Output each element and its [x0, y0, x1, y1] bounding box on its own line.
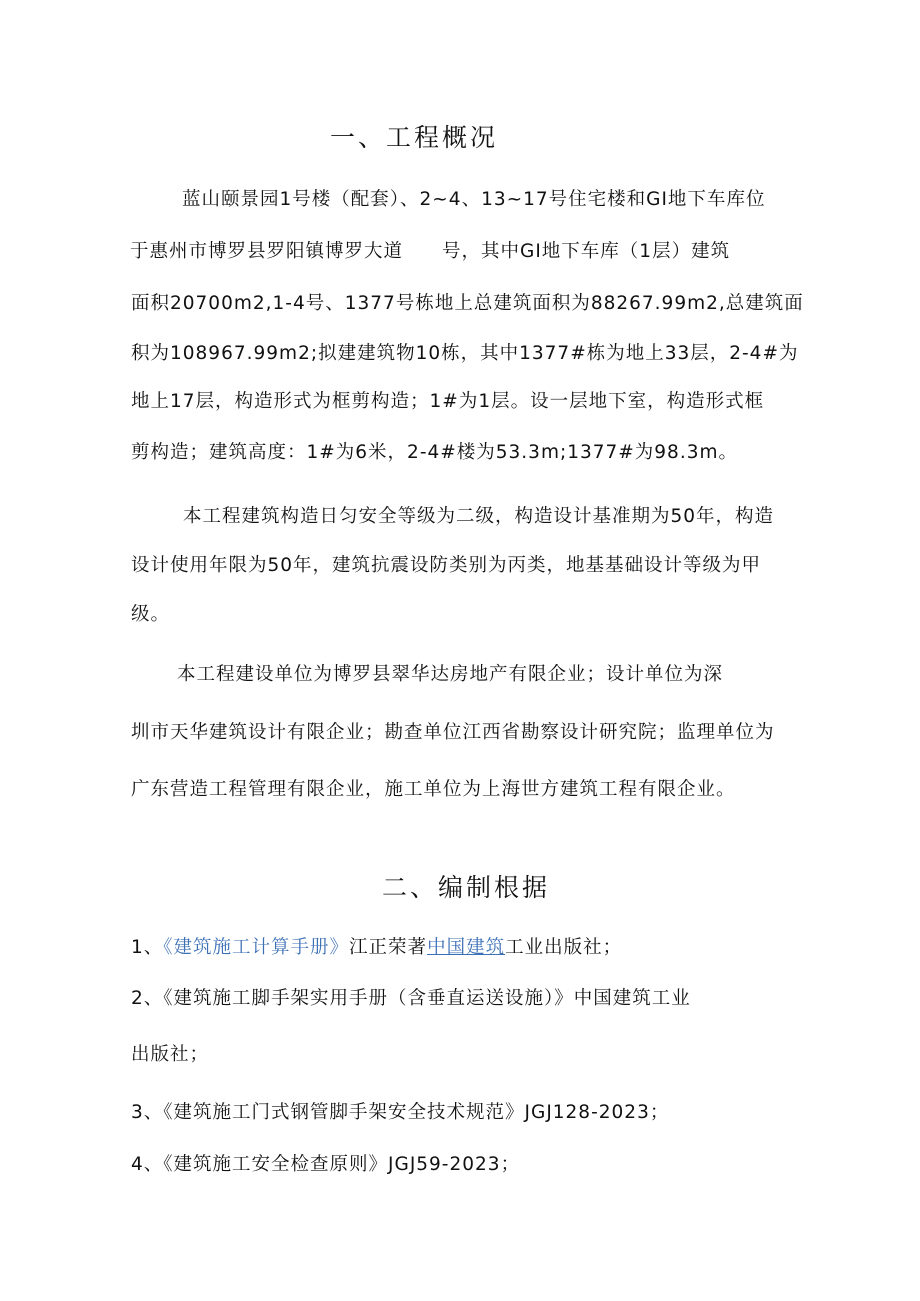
- paragraph-1-line: 地上17层，构造形式为框剪构造；1#为1层。设一层地下室，构造形式框: [131, 391, 765, 412]
- reference-publisher-rest: 工业出版社；: [505, 937, 623, 958]
- reference-book-title: 《建筑施工计算手册》: [163, 937, 350, 958]
- section-2-heading: 二、编制根据: [382, 873, 551, 902]
- paragraph-2-line: 设计使用年限为50年，建筑抗震设防类别为丙类，地基基础设计等级为甲: [131, 555, 762, 576]
- paragraph-1-line: 于惠州市博罗县罗阳镇博罗大道 号，其中GI地下车库（1层）建筑: [130, 241, 731, 262]
- reference-author: 江正荣著: [349, 937, 428, 958]
- paragraph-1-line: 剪构造；建筑高度：1#为6米，2-4#楼为53.3m;1377#为98.3m。: [131, 442, 739, 463]
- paragraph-1-line: 蓝山颐景园1号楼（配套）、2~4、13~17号住宅楼和GI地下车库位: [182, 189, 766, 210]
- reference-item-1: [131, 933, 622, 959]
- paragraph-2-line: 级。: [131, 604, 171, 625]
- reference-item-2-continued: 出版社；: [131, 1044, 210, 1065]
- paragraph-2-line: 本工程建筑构造日匀安全等级为二级，构造设计基准期为50年，构造: [183, 506, 775, 527]
- paragraph-3-line: 广东营造工程管理有限企业，施工单位为上海世方建筑工程有限企业。: [131, 779, 736, 800]
- paragraph-3-line: 本工程建设单位为博罗县翠华达房地产有限企业；设计单位为深: [177, 664, 724, 685]
- reference-item-3: 3、《建筑施工门式钢管脚手架安全技术规范》JGJ128-2023；: [131, 1102, 670, 1123]
- section-1-heading: 一、工程概况: [330, 123, 499, 152]
- paragraph-1-line: 积为108967.99m2;拟建建筑物10栋，其中1377#栋为地上33层，2-4#为: [131, 343, 799, 364]
- reference-item-2: 2、《建筑施工脚手架实用手册（含垂直运送设施）》中国建筑工业: [131, 988, 691, 1009]
- paragraph-1-line: 面积20700m2,1-4号、1377号栋地上总建筑面积为88267.99m2,总建筑面: [131, 293, 804, 314]
- paragraph-3-line: 圳市天华建筑设计有限企业；勘查单位江西省勘察设计研究院；监理单位为: [131, 722, 775, 743]
- publisher-link[interactable]: 中国建筑: [427, 937, 506, 958]
- reference-item-4: 4、《建筑施工安全检查原则》JGJ59-2023；: [131, 1154, 521, 1175]
- reference-number: 1、: [131, 937, 164, 958]
